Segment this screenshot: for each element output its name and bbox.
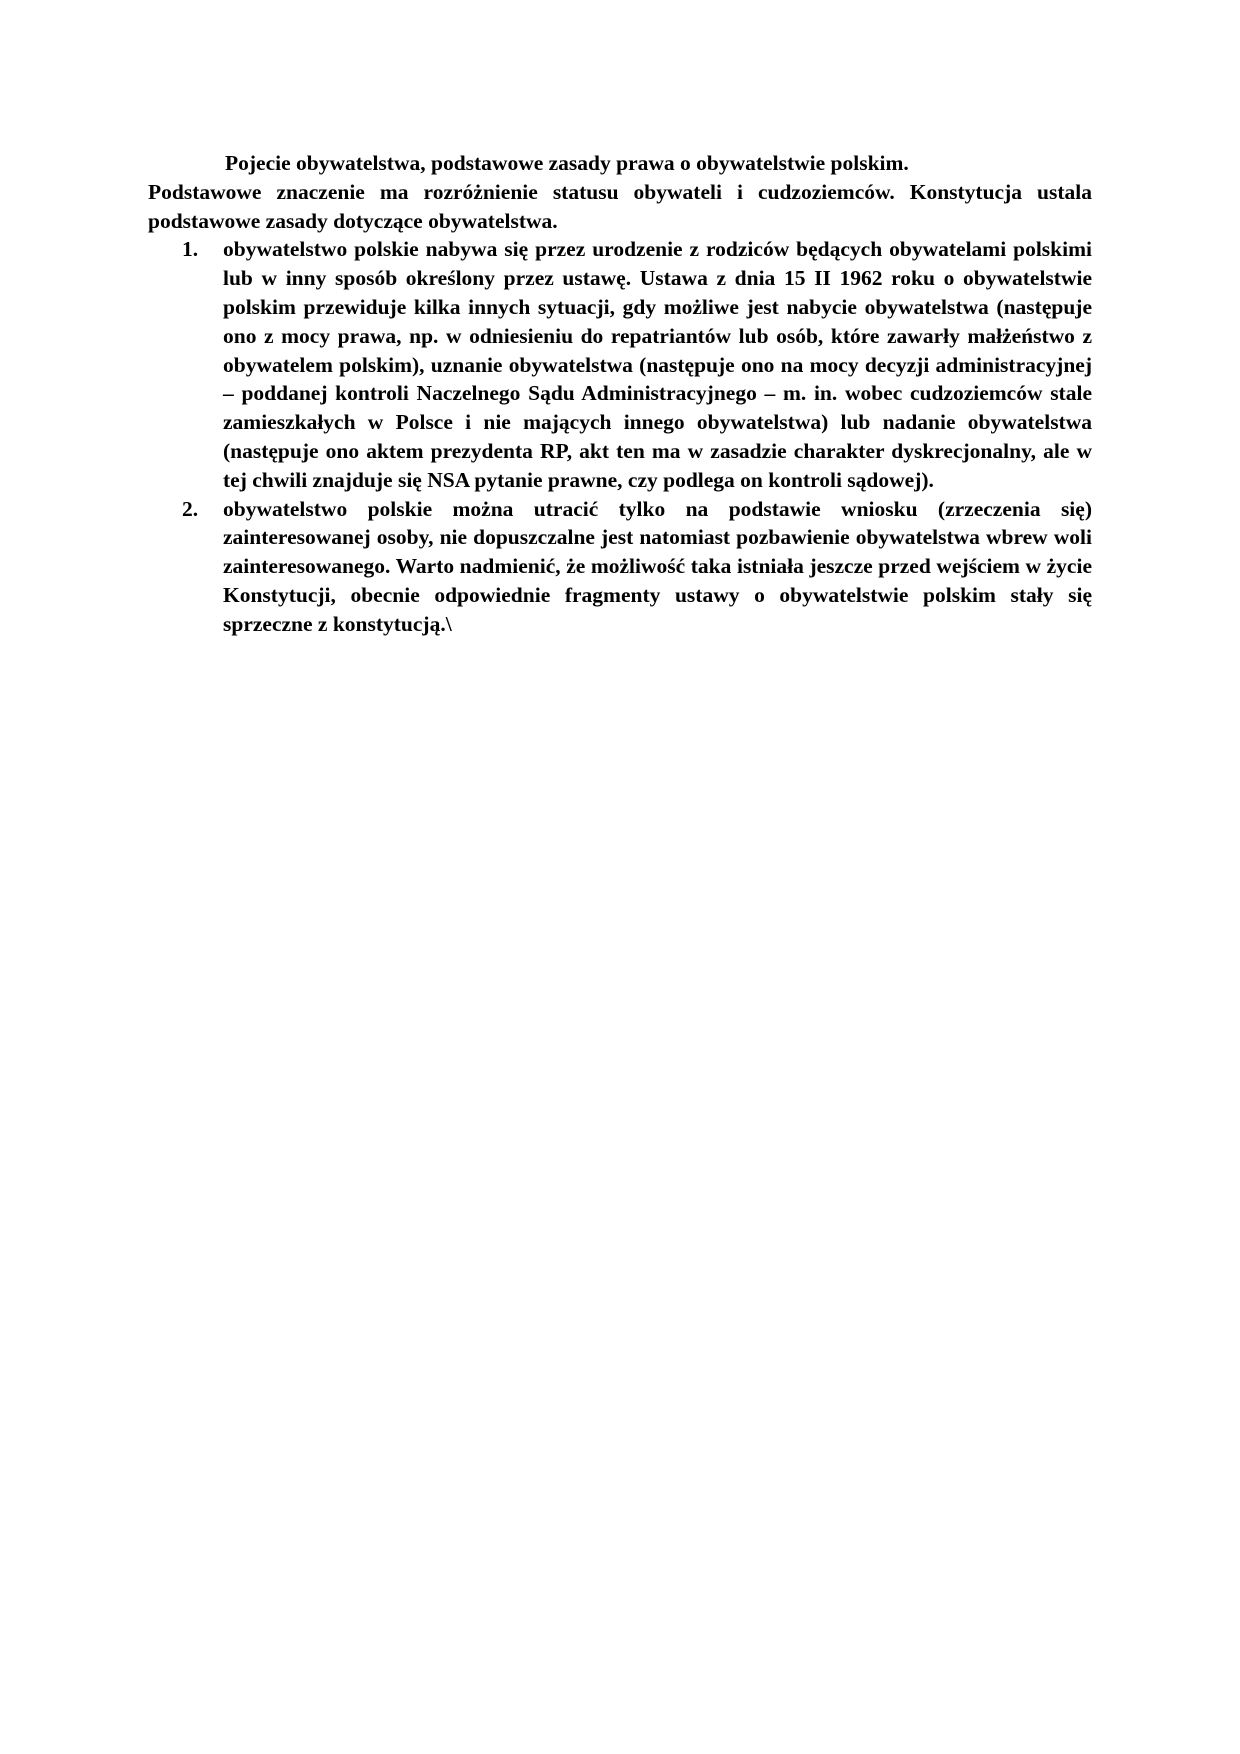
list-item-number: 2. xyxy=(182,496,199,521)
numbered-list xyxy=(148,235,1092,638)
document-content xyxy=(148,149,1092,639)
list-item xyxy=(148,495,1092,639)
list-item-text: obywatelstwo polskie można utracić tylko na podstawie wniosku (zrzeczenia się) zainteresowanej osoby, nie dopuszczalne jest natomiast pozbawienie obywatelstwa wbrew woli zainteresowanego. Warto nadmienić, że możliwość taka istniała jeszcze przed wejściem w życie Konstytucji, obecnie odpowiednie fragmenty ustawy o obywatelstwie polskim stały się sprzeczne z konstytucją.\ xyxy=(223,496,1092,636)
intro-paragraph: Podstawowe znaczenie ma rozróżnienie statusu obywateli i cudzoziemców. Konstytucja ustala podstawowe zasady dotyczące obywatelstwa. xyxy=(148,179,1092,233)
document-title: Pojecie obywatelstwa, podstawowe zasady prawa o obywatelstwie polskim. xyxy=(225,151,909,175)
list-item-number: 1. xyxy=(182,237,199,262)
list-item-text: obywatelstwo polskie nabywa się przez urodzenie z rodziców będących obywatelami polskimi lub w inny sposób określony przez ustawę. Ustawa z dnia 15 II 1962 roku o obywatelstwie polskim przewiduje kilka innych sytuacji, gdy możliwe jest nabycie obywatelstwa (następuje ono z mocy prawa, np. w odniesieniu do repatriantów lub osób, które zawarły małżeństwo z obywatelem polskim), uznanie obywatelstwa (następuje ono na mocy decyzji administracyjnej – poddanej kontroli Naczelnego Sądu Administracyjnego – m. in. wobec cudzoziemców stale zamieszkałych w Polsce i nie mających innego obywatelstwa) lub nadanie obywatelstwa (następuje ono aktem prezydenta RP, akt ten ma w zasadzie charakter dyskrecjonalny, ale w tej chwili znajduje się NSA pytanie prawne, czy podlega on kontroli sądowej). xyxy=(223,237,1092,492)
list-item xyxy=(148,235,1092,494)
